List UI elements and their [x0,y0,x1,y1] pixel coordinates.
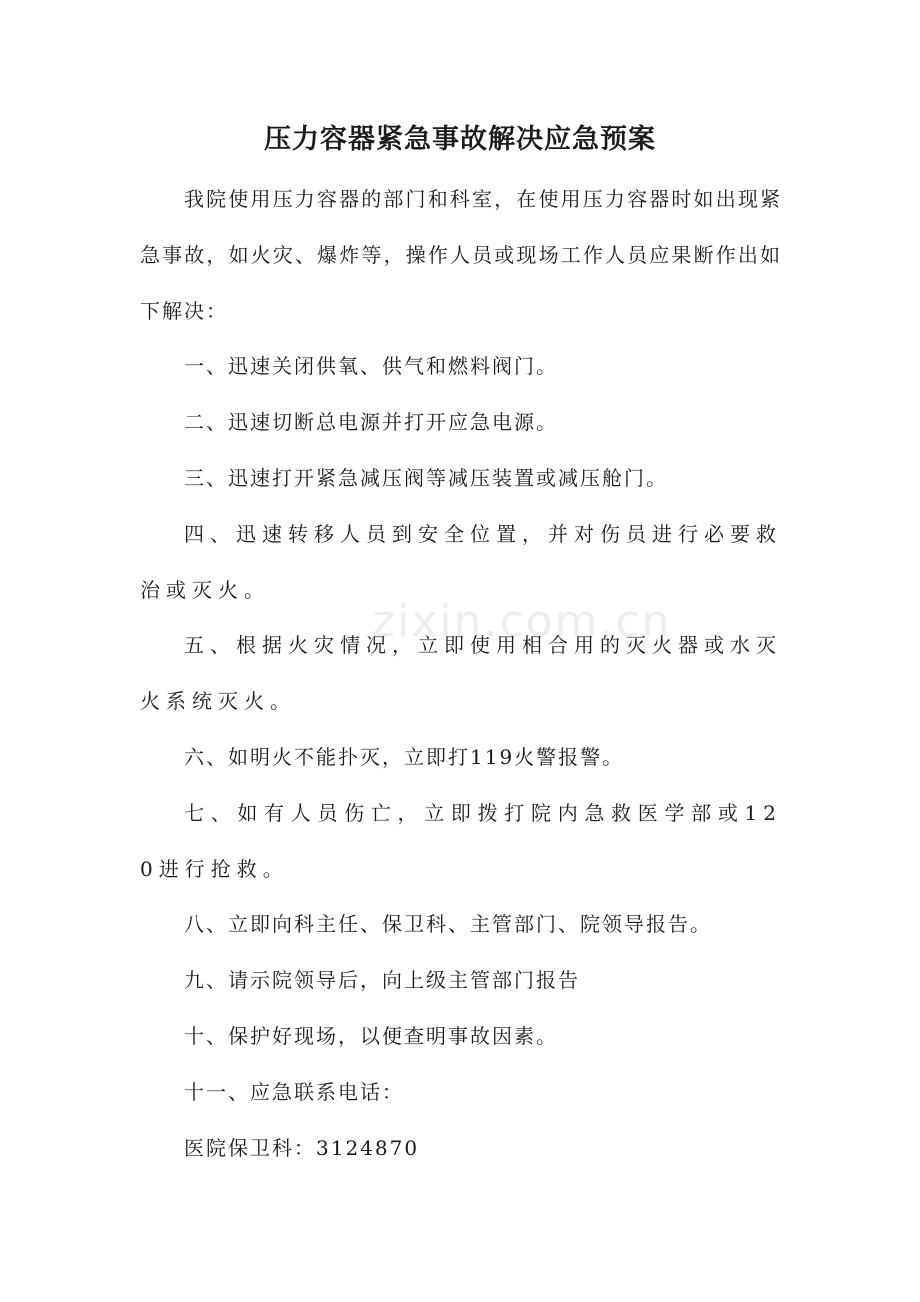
step-8-paragraph: 八、立即向科主任、保卫科、主管部门、院领导报告。 [184,912,712,937]
document-title: 压力容器紧急事故解决应急预案 [264,124,656,155]
step-11-paragraph: 十一、应急联系电话： [184,1079,404,1104]
step-5-paragraph: 五、根据火灾情况，立即使用相合用的灭火器或水灭火系统灭火。 [140,633,782,714]
step-10-paragraph: 十、保护好现场，以便查明事故因素。 [184,1023,558,1048]
contact-paragraph: 医院保卫科：3124870 [184,1135,420,1160]
intro-paragraph: 我院使用压力容器的部门和科室，在使用压力容器时如出现紧急事故，如火灾、爆炸等，操作人员或现场工作人员应果断作出如下解决： [140,187,782,323]
step-3-paragraph: 三、迅速打开紧急减压阀等减压装置或减压舱门。 [184,465,668,490]
step-1-paragraph: 一、迅速关闭供氧、供气和燃料阀门。 [184,354,558,379]
document-body [140,172,782,1176]
step-2-paragraph: 二、迅速切断总电源并打开应急电源。 [184,410,558,435]
watermark: zixin.com.cn [372,596,672,647]
step-7-paragraph: 七、如有人员伤亡，立即拨打院内急救医学部或120进行抢救。 [140,800,782,881]
step-9-paragraph: 九、请示院领导后，向上级主管部门报告 [184,968,580,993]
step-6-paragraph: 六、如明火不能扑灭，立即打119火警报警。 [184,744,625,769]
step-4-paragraph: 四、迅速转移人员到安全位置，并对伤员进行必要救治或灭火。 [140,521,782,602]
